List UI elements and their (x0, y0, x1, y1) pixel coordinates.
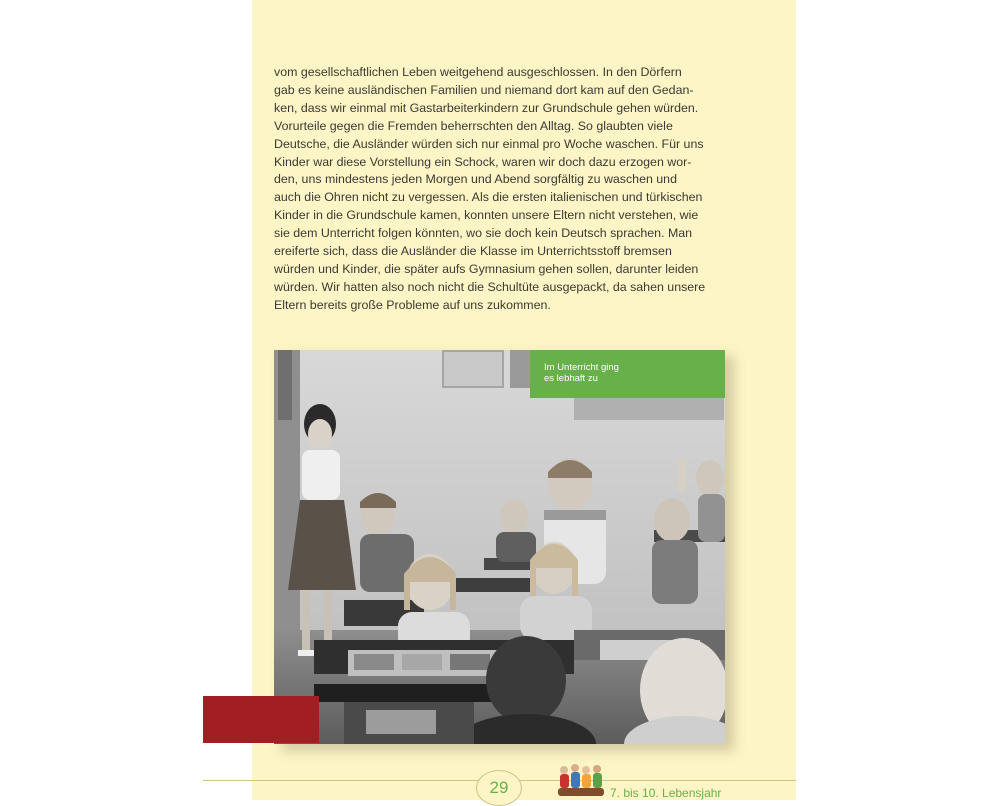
caption-line: Im Unterricht ging (544, 362, 619, 373)
text-line: Kinder war diese Vorstellung ein Schock, waren wir doch dazu erzogen wor- (274, 154, 692, 169)
text-line: vom gesellschaftlichen Leben weitgehend ausgeschlossen. In den Dörfern (274, 65, 682, 79)
body-text (274, 64, 734, 315)
text-line: ken, dass wir einmal mit Gastarbeiterkindern zur Grundschule gehen würden. (274, 100, 699, 115)
text-line: Vorurteile gegen die Fremden beherrschten den Alltag. So glaubten viele (274, 118, 673, 133)
text-line: ereiferte sich, dass die Ausländer die Klasse im Unterrichtsstoff bremsen (274, 244, 672, 259)
text-line: sie dem Unterricht folgen könnten, wo sie doch kein Deutsch sprachen. Man (274, 226, 693, 241)
classroom-photo (274, 350, 725, 744)
text-line: gab es keine ausländischen Familien und niemand dort kam auf den Gedan- (274, 82, 694, 97)
chapter-label: 7. bis 10. Lebensjahr (610, 786, 722, 800)
children-group-icon (556, 762, 606, 798)
text-line: den, uns mindestens jeden Morgen und Abend sorgfältig zu waschen und (274, 172, 677, 187)
text-line: Deutsche, die Ausländer würden sich nur einmal pro Woche waschen. Für uns (274, 136, 704, 151)
caption-line: es lebhaft zu (544, 373, 598, 384)
page-number: 29 (489, 778, 509, 797)
text-line: Eltern bereits große Probleme auf uns zukommen. (274, 297, 551, 312)
photo-caption (530, 350, 725, 398)
text-line: Kinder in die Grundschule kamen, konnten unsere Eltern nicht verstehen, wie (274, 208, 699, 223)
text-line: auch die Ohren nicht zu vergessen. Als die ersten italienischen und türkischen (274, 190, 703, 205)
red-accent-block (203, 696, 319, 743)
text-line: würden. Wir hatten also noch nicht die Schultüte ausgepackt, da sahen unsere (274, 279, 706, 294)
text-line: würden und Kinder, die später aufs Gymnasium gehen sollen, darunter leiden (274, 261, 699, 276)
